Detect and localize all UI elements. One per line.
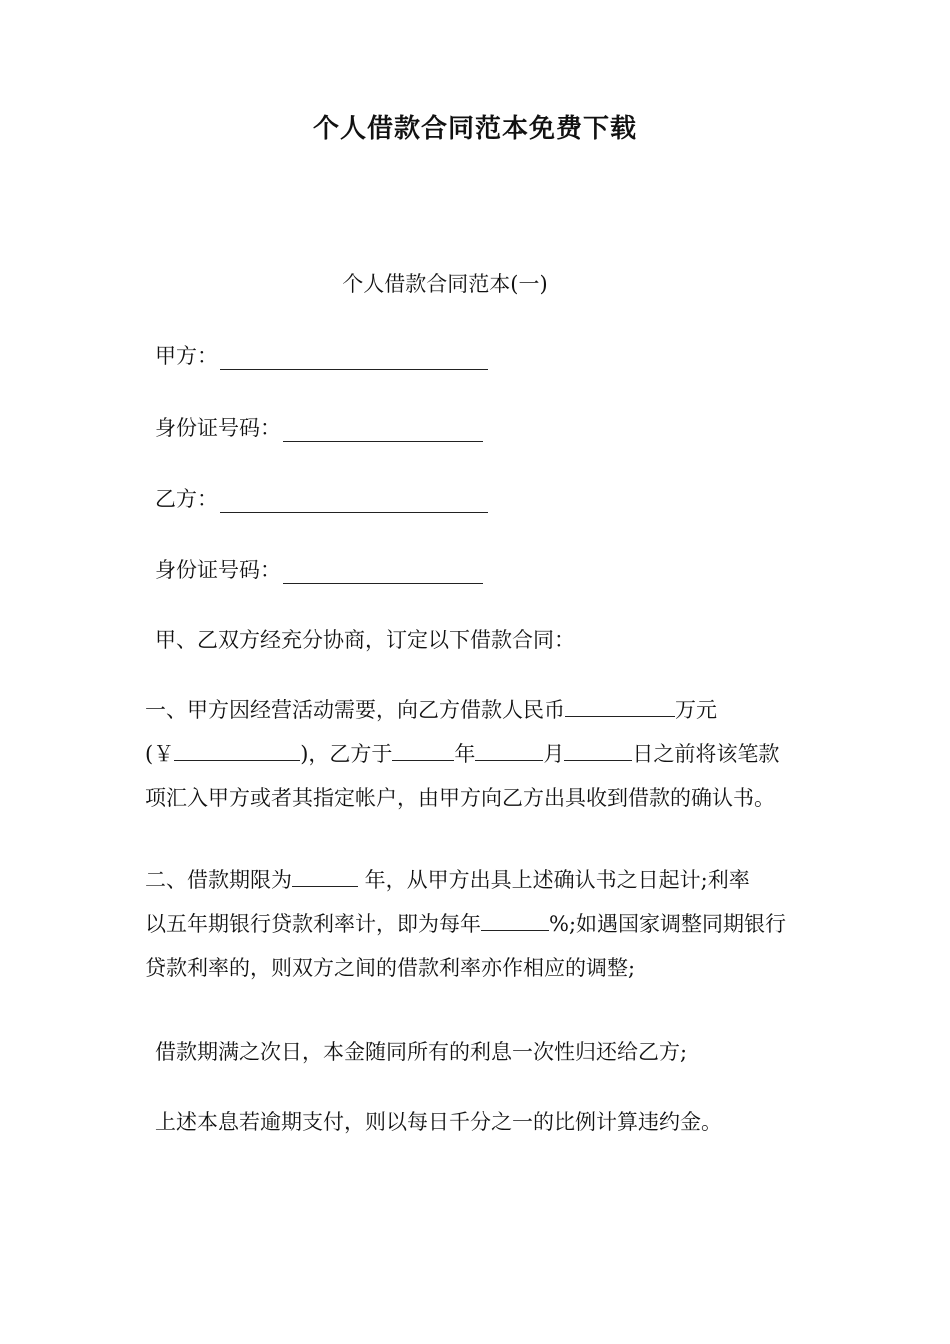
party-a-label: 甲方： xyxy=(155,344,218,368)
intro-paragraph: 甲、乙双方经充分协商，订定以下借款合同： xyxy=(155,628,575,652)
clause-2-text: 年，从甲方出具上述确认书之日起计;利率 xyxy=(358,868,750,892)
party-b-blank xyxy=(220,490,488,513)
clause-2-text: 以五年期银行贷款利率计，即为每年 xyxy=(145,912,481,936)
loan-term-blank xyxy=(292,868,358,887)
clause-1-text: )，乙方于 xyxy=(300,742,393,766)
repayment-paragraph: 借款期满之次日，本金随同所有的利息一次性归还给乙方; xyxy=(155,1040,688,1064)
party-b-id-blank xyxy=(283,561,483,584)
document-title: 个人借款合同范本免费下载 xyxy=(312,114,637,144)
clause-1 xyxy=(145,688,815,820)
party-b-label: 乙方： xyxy=(155,487,218,511)
clause-2-text: 贷款利率的，则双方之间的借款利率亦作相应的调整; xyxy=(145,956,636,980)
year-blank xyxy=(392,742,454,761)
month-blank xyxy=(475,742,543,761)
clause-1-text: 日之前将该笔款 xyxy=(632,742,780,766)
clause-2-text: %;如遇国家调整同期银行 xyxy=(549,912,787,936)
party-b-id-label: 身份证号码： xyxy=(155,558,281,582)
clause-1-unit: 万元 xyxy=(675,698,717,722)
party-a-id-blank xyxy=(283,419,483,442)
clause-1-text: 项汇入甲方或者其指定帐户，由甲方向乙方出具收到借款的确认书。 xyxy=(145,786,775,810)
loan-amount-figure-blank xyxy=(174,742,300,761)
contract-subtitle: 个人借款合同范本(一) xyxy=(342,272,548,296)
party-a-id-label: 身份证号码： xyxy=(155,416,281,440)
clause-1-text: 一、甲方因经营活动需要，向乙方借款人民币 xyxy=(145,698,565,722)
party-b-id-field xyxy=(155,554,483,584)
party-a-id-field xyxy=(155,412,483,442)
day-blank xyxy=(564,742,632,761)
party-a-blank xyxy=(220,347,488,370)
clause-1-text: 年 xyxy=(454,742,476,766)
clause-2-text: 二、借款期限为 xyxy=(145,868,292,892)
clause-2 xyxy=(145,858,815,990)
penalty-paragraph: 上述本息若逾期支付，则以每日千分之一的比例计算违约金。 xyxy=(155,1110,722,1134)
loan-amount-blank xyxy=(565,698,675,717)
party-b-field xyxy=(155,483,488,513)
clause-1-text: (￥ xyxy=(145,742,175,766)
interest-rate-blank xyxy=(481,912,549,931)
party-a-field xyxy=(155,340,488,370)
clause-1-text: 月 xyxy=(543,742,565,766)
